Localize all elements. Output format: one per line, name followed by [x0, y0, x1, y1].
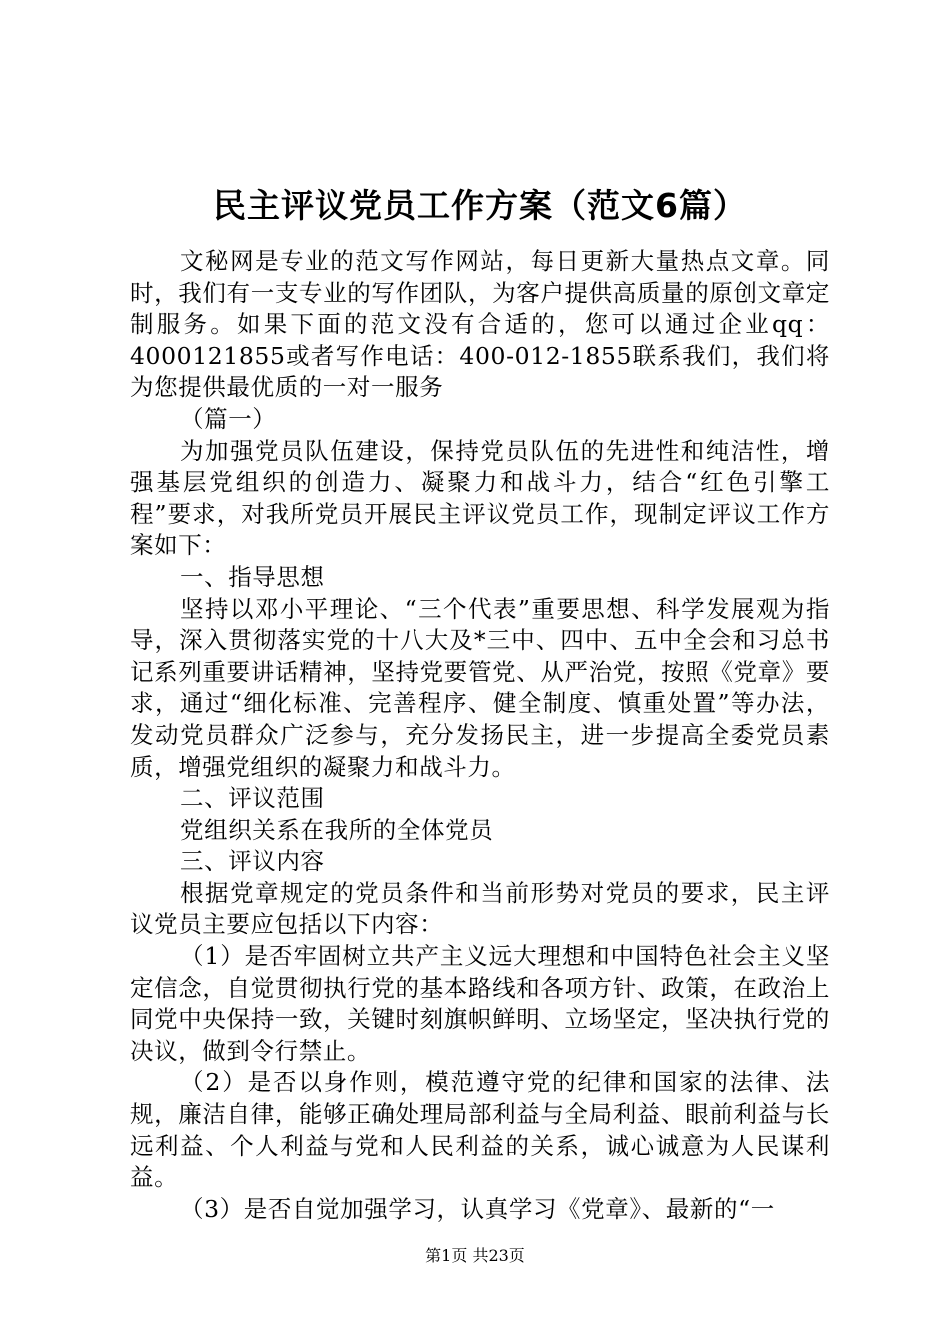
paragraph: 三、评议内容	[180, 847, 325, 876]
paragraph: 党组织关系在我所的全体党员	[180, 815, 494, 844]
paragraph: 根据党章规定的党员条件和当前形势对党员的要求，民主评议党员主要应包括以下内容：	[130, 878, 830, 939]
paragraph: 一、指导思想	[180, 562, 325, 591]
paragraph: 为加强党员队伍建设，保持党员队伍的先进性和纯洁性，增强基层党组织的创造力、凝聚力和战斗力，结合“红色引擎工程”要求，对我所党员开展民主评议党员工作，现制定评议工作方案如下：	[130, 436, 830, 560]
paragraph: 坚持以邓小平理论、“三个代表”重要思想、科学发展观为指导，深入贯彻落实党的十八大及*三中、四中、五中全会和习总书记系列重要讲话精神，坚持党要管党、从严治党，按照《党章》要求，通过“细化标准、完善程序、健全制度、慎重处置”等办法，发动党员群众广泛参与，充分发扬民主，进一步提高全委党员素质，增强党组织的凝聚力和战斗力。	[130, 594, 830, 781]
page-footer: 第1页 共23页	[425, 1246, 525, 1265]
paragraph: 二、评议范围	[180, 784, 325, 813]
paragraph-list	[130, 246, 830, 1225]
paragraph: （1）是否牢固树立共产主义远大理想和中国特色社会主义坚定信念，自觉贯彻执行党的基本路线和各项方针、政策，在政治上同党中央保持一致，关键时刻旗帜鲜明、立场坚定，坚决执行党的决议，做到令行禁止。	[130, 942, 830, 1065]
paragraph: 文秘网是专业的范文写作网站，每日更新大量热点文章。同时，我们有一支专业的写作团队，为客户提供高质量的原创文章定制服务。如果下面的范文没有合适的，您可以通过企业qq：4000121855或者写作电话：400-012-1855联系我们，我们将为您提供最优质的一对一服务	[130, 247, 830, 402]
document-body	[130, 180, 830, 1225]
paragraph: （3）是否自觉加强学习，认真学习《党章》、最新的“一	[180, 1194, 775, 1223]
paragraph: （篇一）	[180, 404, 277, 433]
paragraph: （2）是否以身作则，模范遵守党的纪律和国家的法律、法规，廉洁自律，能够正确处理局部利益与全局利益、眼前利益与长远利益、个人利益与党和人民利益的关系，诚心诚意为人民谋利益。	[130, 1068, 830, 1192]
document-title: 民主评议党员工作方案（范文6篇）	[213, 186, 747, 225]
